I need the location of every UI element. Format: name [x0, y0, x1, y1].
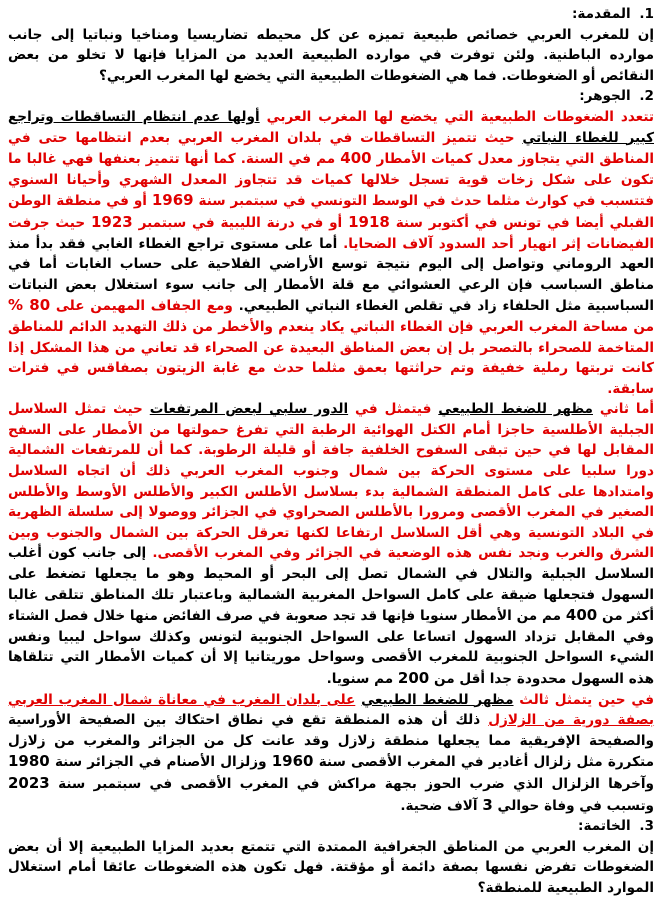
p3-intro: في حين يتمثل ثالث [519, 691, 654, 708]
conclusion-heading-number: 3. [639, 818, 654, 835]
p3-text-d: وتسبب في وفاة حوالي [497, 797, 654, 814]
intro-heading-label: المقدمة: [572, 6, 631, 22]
p1-num-1918: 1918 [348, 212, 390, 231]
p3-num-3: 3 [482, 795, 493, 814]
p1-text-d: أو في درنة الليبية في سبتمبر [138, 214, 343, 231]
p3-num-2023: 2023 [8, 773, 50, 792]
conclusion-heading-label: الخاتمة: [578, 818, 631, 835]
p1-text-g: من مساحة المغرب العربي فإن الغطاء النباتي يكاد ينعدم والأخطر من ذلك التهديد الدائم للمناطق المتاخمة للصحراء بالتصحر بل إن بعض المناطق البعيدة عن الصحراء قد تعاني من هذا المشكل إذا كانت تربتها رملية خفيفة وتم حراثتها بعمق مثلما حدث مع غابة الزيتون بصفاقس في فترات سابقة. [8, 318, 654, 397]
p3-num-1960: 1960 [271, 752, 314, 771]
p1-text-forest: أما على مستوى تراجع الغطاء الغابي فقد بدأ منذ العهد الروماني وتواصل إلى اليوم نتيجة توسع الأراضي الفلاحية على حساب الغابات أما في مناطق السباسب فإن الرعي العشوائي مع قلة الأمطار إلى جانب سوء استغلال بعض النباتات السباسبية مثل الحلفاء زاد في تقلص الغطاء النباتي الطبيعي. [8, 235, 654, 315]
p1-text-a: حيث تتميز التساقطات في بلدان المغرب العربي بعدم انتظامها حتى في المناطق التي يتجاوز معدل كميات الأمطار [8, 129, 654, 168]
p3-text-a: ذلك أن هذه المنطقة تقع في نطاق احتكاك بين الصفيحة الأوراسية والصفيحة الإفريقية مما يجعلها منطقة زلازل وقد عانت كل من الجزائر والمغرب من زلازل متكررة مثل زلزال أغادير في المغرب الأقصى سنة [8, 712, 654, 771]
p1-text-c: أو في منطقة الوطن القبلي أيضا في تونس في أكتوبر سنة [8, 193, 655, 231]
p2-text-d: مم من الأمطار سنويا فإنها قد تجد صعوبة في صرف الفائض منها خلال فصل الشتاء وفي المقابل تزداد السهول اتساعا على السواحل الجنوبية لتونس وكذلك سواحل ليبيا ونفس الشيء السواحل الجنوبية للمغرب الأقصى وسواحل موريتانيا إلا أن كميات الأمطار التي تتلقاها هذه السهول محدودة جدا أقل من [8, 608, 654, 687]
p3-text-e: آلاف ضحية. [400, 797, 478, 814]
p3-num-1980: 1980 [8, 752, 50, 771]
p3-pressure-label: مظهر للضغط الطبيعي [361, 691, 514, 708]
p1-num-400: 400 [340, 149, 372, 168]
body-heading [8, 86, 654, 107]
intro-paragraph: إن للمغرب العربي خصائص طبيعية تميزه عن كل محيطه تضاريسيا ومناخيا ونباتيا إلى جانب موارده الباطنية. ولئن توفرت في موارده الطبيعية العديد من المزايا فإنها لا تخلو من بعض النقائص أو الضغوطات. فما هي الضغوطات الطبيعية التي يخضع لها المغرب العربي؟ [8, 26, 654, 84]
p2-intro: أما ثاني [599, 401, 655, 418]
body-paragraph-rainfall-vegetation [8, 107, 654, 399]
p1-intro: تتعدد الضغوطات الطبيعية التي يخضع لها المغرب العربي [266, 108, 655, 125]
body-paragraph-earthquakes [8, 690, 654, 817]
p1-first-pressure: أولها عدم انتظام التساقطات وتراجع كبير للغطاء النباتي [8, 108, 654, 146]
p2-text-b: حيث تمثل السلاسل الجبلية الأطلسية حاجزا أمام الكتل الهوائية الرطبة التي تفرغ حمولتها من الأمطار على السفح المقابل لها في حين تبقى السفوح الخلفية جافة أو قليلة الرطوبة. كما أن للمرتفعات الشمالية دورا سلبيا على مستوى الحركة بين شمال وجنوب المغرب العربي ذلك أن اتجاه السلاسل وامتدادها على كامل المنطقة الشمالية بدء بسلاسل الأطلس الكبير والأطلس الأوسط والأطلس الصغير في المغرب الأقصى ومرورا بالأطلس الصحراوي في الجزائر ووصولا إلى سلسلة الظهرية في البلاد التونسية وهي أقل السلاسل ارتفاعا لكنها تعرقل الحركة بين الشمال والجنوب وبين الشرق والغرب ونجد نفس هذه الوضعية في الجزائر وفي المغرب الأقصى. [8, 401, 654, 562]
p1-text-b: مم في السنة. كما أنها تتميز بعنفها فهي غالبا ما تكون على شكل زخات قوية تسجل خلالها كميات قد تتجاوز المعدل الشهري وأحيانا السنوي فتتسبب في كوارث مثلما حدث في الوسط التونسي في سبتمبر سنة [8, 151, 655, 210]
p2-relief-role: الدور سلبي لبعض المرتفعات [149, 401, 349, 418]
body-heading-number: 2. [639, 88, 654, 105]
p1-text-e: حيث جرفت الفيضانات إثر انهيار أحد السدود آلاف الضحايا. [8, 214, 654, 252]
p2-text-a: فيتمثل في [355, 401, 432, 418]
p2-pressure-label: مظهر للضغط الطبيعي [438, 401, 593, 418]
intro-heading [8, 4, 654, 25]
p2-text-c: إلى جانب كون أغلب السلاسل الجبلية والتلال في الشمال تصل إلى البحر أو المحيط وهو ما يجعلها تضغط على السهول فتجعلها ضيقة على كامل السواحل المغربية الشمالية وباعتبار تلك المناطق تتلقى غالبا أكثر من [8, 545, 655, 625]
conclusion-heading [8, 816, 654, 837]
p3-text-c: وآخرها الزلزال الذي ضرب الحوز بجهة مراكش في المغرب الأقصى في سبتمبر سنة [58, 775, 655, 792]
conclusion-paragraph: إن المغرب العربي من المناطق الجغرافية الممتدة التي تتمتع بعديد المزايا الطبيعية إلا أن بعض الضغوطات تفرض نفسها بصفة دائمة أو مؤقتة. فهل تكون هذه الضغوطات عائقا أمام استغلال الموارد الطبيعية للمنطقة؟ [8, 838, 654, 896]
intro-heading-number: 1. [639, 6, 654, 22]
p3-earthquake-clause: على بلدان المغرب في معاناة شمال المغرب العربي بصفة دورية من الزلازل [8, 691, 655, 729]
p3-text-b: وزلزال الأصنام في الجزائر سنة [54, 754, 267, 771]
p1-num-1923: 1923 [91, 212, 133, 231]
p1-text-f: ومع الجفاف المهيمن على [55, 298, 233, 315]
body-heading-label: الجوهر: [579, 88, 631, 105]
body-paragraph-relief [8, 399, 654, 689]
p1-num-1969: 1969 [151, 191, 194, 210]
p2-num-400: 400 [565, 606, 598, 625]
p2-num-200: 200 [397, 669, 430, 687]
p2-text-e: مم سنويا. [326, 671, 394, 687]
p1-num-80: 80 % [8, 296, 51, 315]
